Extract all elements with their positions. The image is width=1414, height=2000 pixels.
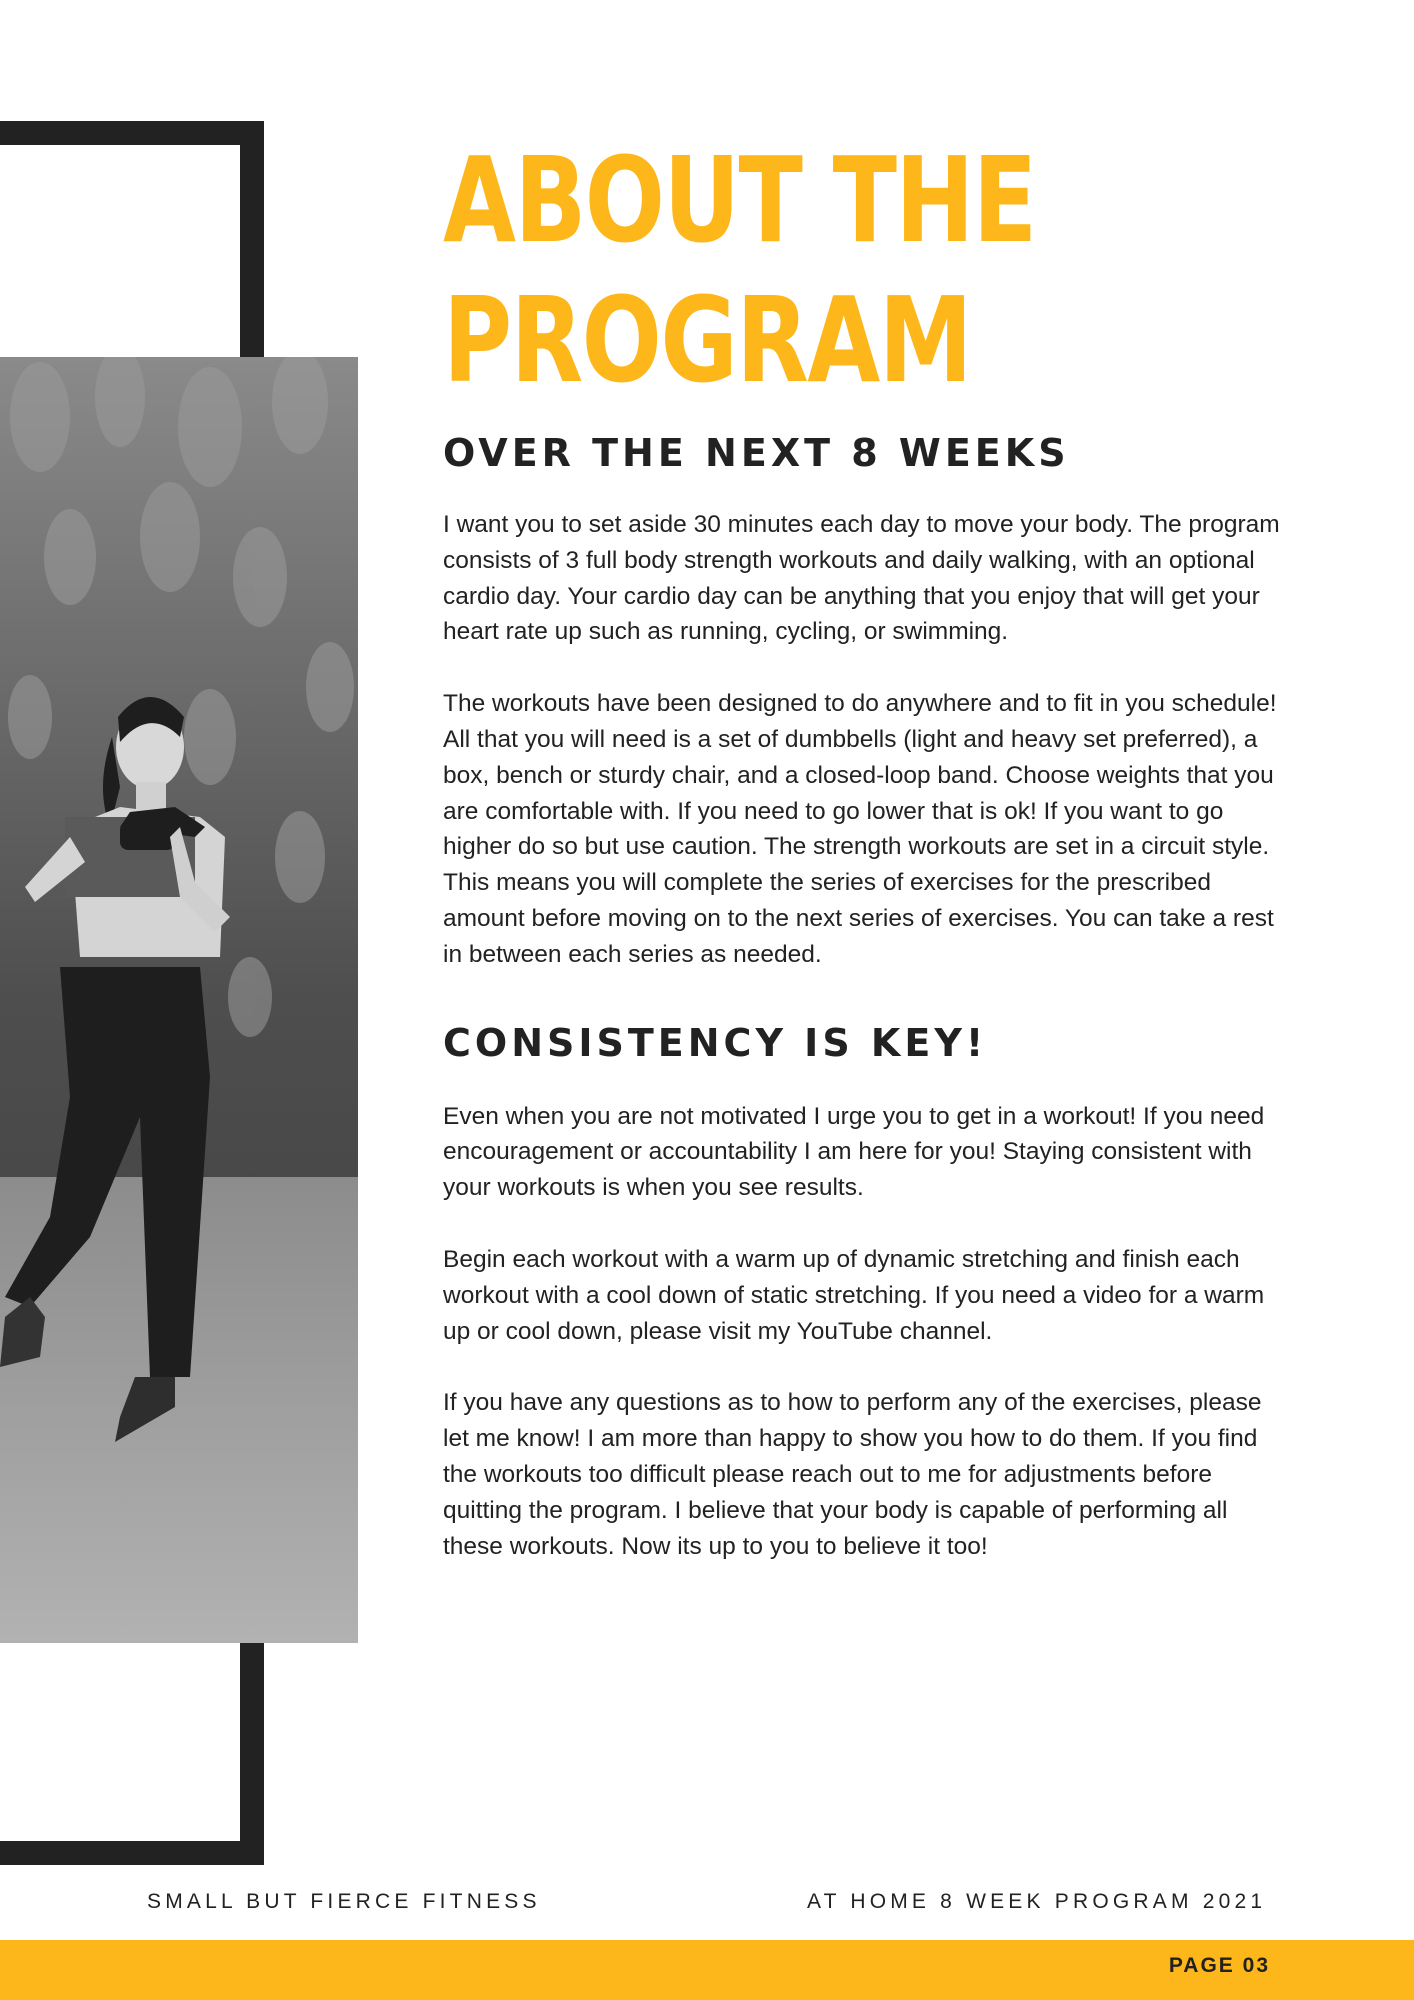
page-title: [443, 130, 1036, 410]
section-heading-weeks: OVER THE NEXT 8 WEEKS: [443, 431, 1070, 475]
section-heading-consistency: CONSISTENCY IS KEY!: [443, 1020, 988, 1065]
footer-brand: SMALL BUT FIERCE FITNESS: [147, 1890, 541, 1913]
main-content: [443, 425, 1288, 1564]
title-line-2: PROGRAM: [443, 271, 972, 409]
footer-bar: [0, 1940, 1414, 2000]
footer-program: AT HOME 8 WEEK PROGRAM 2021: [807, 1890, 1267, 1913]
paragraph-motivation: Even when you are not motivated I urge you to get in a workout! If you need encouragement or accountability I am here for you! Staying consistent with your workouts is when you see results.: [443, 1102, 1265, 1202]
page-number: PAGE 03: [1168, 1954, 1270, 1977]
athlete-photo: [0, 357, 358, 1643]
paragraph-equipment: The workouts have been designed to do anywhere and to fit in you schedule! All that you will need is a set of dumbbells (light and heavy set preferred), a box, bench or sturdy chair, and a closed-loop band. Choose weights that you are comfortable with. If you need to go lower that is ok! If you want to go higher do so but use caution. The strength workouts are set in a circuit style. This means you will complete the series of exercises for the prescribed amount before moving on to the next series of exercises. You can take a rest in between each series as needed.: [443, 690, 1277, 968]
paragraph-questions: If you have any questions as to how to perform any of the exercises, please let me know! I am more than happy to show you how to do them. If you find the workouts too difficult please reach out to me for adjustments before quitting the program. I believe that your body is capable of performing all these workouts. Now its up to you to believe it too!: [443, 1389, 1262, 1560]
paragraph-intro: I want you to set aside 30 minutes each day to move your body. The program consists of 3 full body strength workouts and daily walking, with an optional cardio day. Your cardio day can be anything that you enjoy that will get your heart rate up such as running, cycling, or swimming.: [443, 511, 1280, 646]
title-line-1: ABOUT THE: [443, 131, 1036, 269]
paragraph-warmup: Begin each workout with a warm up of dynamic stretching and finish each workout with a cool down of static stretching. If you need a video for a warm up or cool down, please visit my YouTube channel.: [443, 1245, 1265, 1345]
